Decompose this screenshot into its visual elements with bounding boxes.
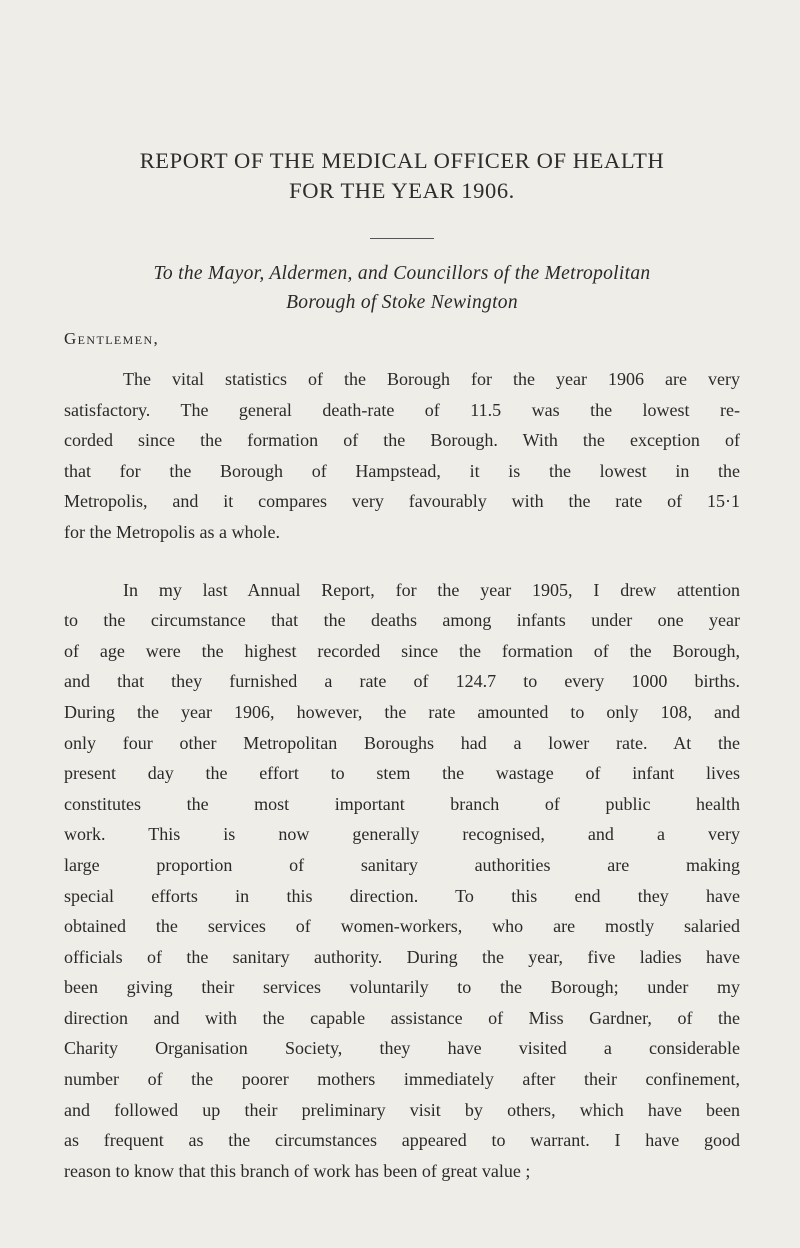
- title-line: FOR THE YEAR 1906.: [289, 178, 515, 203]
- paragraph-line: satisfactory. The general death-rate of 11.5 was the lowest re-: [64, 399, 740, 420]
- paragraph-line: as frequent as the circumstances appeared to warrant. I have good: [64, 1130, 740, 1151]
- paragraph-line: Metropolis, and it compares very favourably with the rate of 15·1: [64, 491, 740, 512]
- paragraph-line: to the circumstance that the deaths among infants under one year: [64, 610, 740, 631]
- paragraph-line: that for the Borough of Hampstead, it is the lowest in the: [64, 460, 740, 481]
- paragraph-line: corded since the formation of the Borough. With the exception of: [64, 430, 740, 451]
- paragraph-line: constitutes the most important branch of public health: [64, 793, 740, 814]
- paragraph-line: large proportion of sanitary authorities are making: [64, 854, 740, 875]
- paragraph-line: and that they furnished a rate of 124.7 to every 1000 births.: [64, 671, 740, 692]
- paragraph-line: number of the poorer mothers immediately after their confinement,: [64, 1069, 740, 1090]
- paragraph-line: for the Metropolis as a whole.: [64, 521, 280, 542]
- paragraph-line: only four other Metropolitan Boroughs had a lower rate. At the: [64, 732, 740, 753]
- report-title: [64, 0, 740, 206]
- address-line: Borough of Stoke Newington: [286, 292, 518, 313]
- salutation: Gentlemen,: [64, 329, 160, 348]
- title-line: REPORT OF THE MEDICAL OFFICER OF HEALTH: [139, 148, 665, 173]
- title-divider: [370, 238, 434, 239]
- paragraph-line: of age were the highest recorded since the formation of the Borough,: [64, 640, 740, 661]
- paragraph-line: In my last Annual Report, for the year 1905, I drew attention: [123, 579, 740, 600]
- paragraph-line: direction and with the capable assistance of Miss Gardner, of the: [64, 1007, 740, 1028]
- paragraph-infant-mortality: [64, 575, 740, 1187]
- paragraph-line: been giving their services voluntarily to the Borough; under my: [64, 977, 740, 998]
- paragraph-line: and followed up their preliminary visit by others, which have been: [64, 1099, 740, 1120]
- paragraph-line: work. This is now generally recognised, and a very: [64, 824, 740, 845]
- paragraph-line: present day the effort to stem the wastage of infant lives: [64, 763, 740, 784]
- paragraph-vital-statistics: [64, 364, 740, 548]
- paragraph-line: obtained the services of women-workers, who are mostly salaried: [64, 916, 740, 937]
- paragraph-line: special efforts in this direction. To this end they have: [64, 885, 740, 906]
- address-line: To the Mayor, Aldermen, and Councillors of the Metropolitan: [153, 263, 651, 284]
- address-block: [64, 259, 740, 317]
- paragraph-line: During the year 1906, however, the rate amounted to only 108, and: [64, 701, 740, 722]
- paragraph-line: reason to know that this branch of work has been of great value ;: [64, 1160, 531, 1181]
- paragraph-line: The vital statistics of the Borough for the year 1906 are very: [123, 369, 740, 389]
- paragraph-line: Charity Organisation Society, they have visited a considerable: [64, 1038, 740, 1059]
- paragraph-line: officials of the sanitary authority. During the year, five ladies have: [64, 946, 740, 967]
